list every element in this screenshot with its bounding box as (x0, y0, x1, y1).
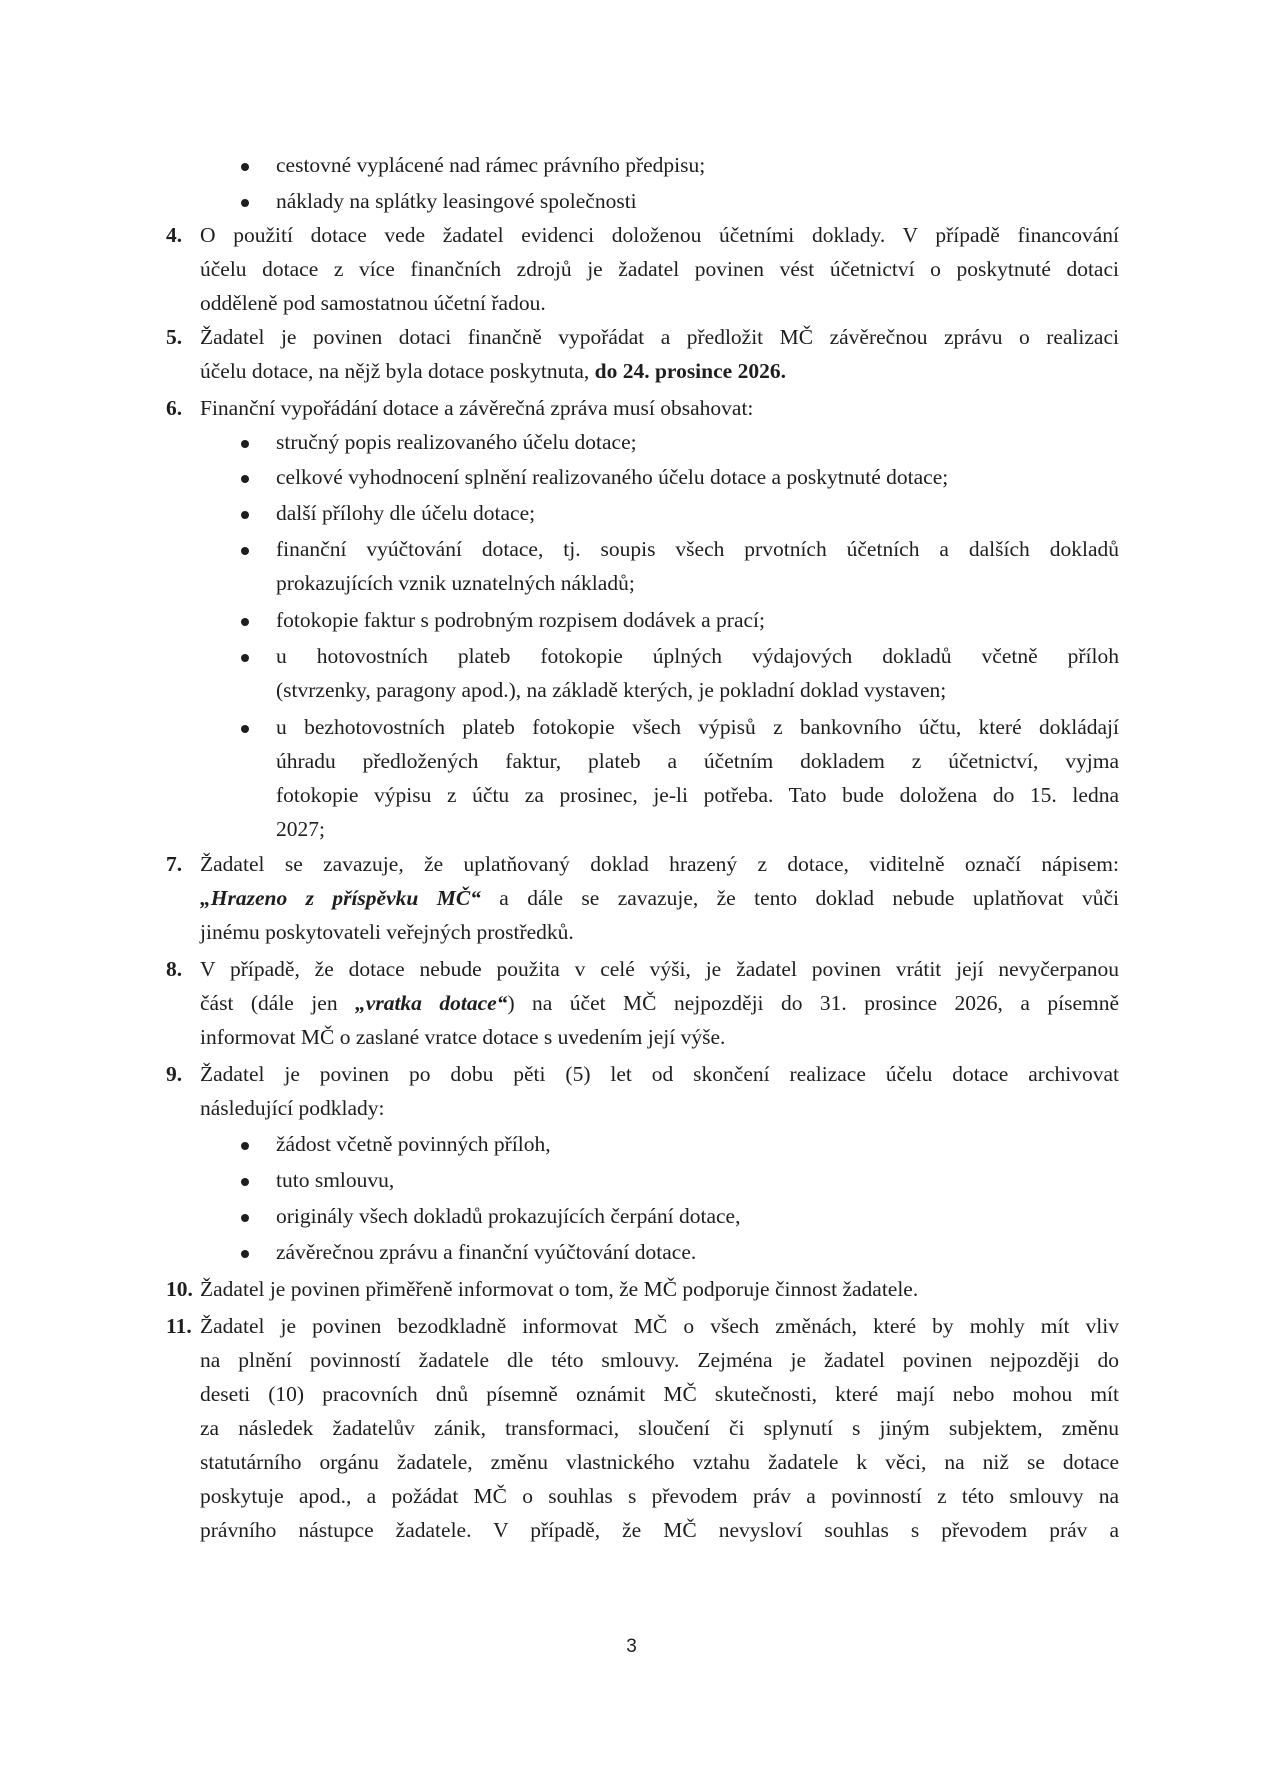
list-item: fotokopie faktur s podrobným rozpisem dodávek a prací; (276, 608, 765, 632)
list-item: další přílohy dle účelu dotace; (276, 501, 536, 525)
bullet-icon (241, 1178, 249, 1186)
list-item: originály všech dokladů prokazujících čerpání dotace, (276, 1204, 741, 1228)
list-item: finanční vyúčtování dotace, tj. soupis všech prvotních účetních a dalších dokladů (276, 537, 1119, 561)
bullet-icon (241, 547, 249, 555)
paragraph-line: statutárního orgánu žadatele, změnu vlastnického vztahu žadatele k věci, na niž se dotace (200, 1450, 1119, 1474)
list-item-continuation: prokazujících vznik uznatelných nákladů; (276, 571, 635, 595)
paragraph-text: část (dále jen (200, 991, 356, 1015)
paragraph-line: Žadatel je povinen přiměřeně informovat o tom, že MČ podporuje činnost žadatele. (200, 1277, 919, 1301)
paragraph-text: účelu dotace, na nějž byla dotace poskytnuta, (200, 359, 595, 383)
list-item-continuation: 2027; (276, 817, 325, 841)
list-item: cestovné vyplácené nad rámec právního předpisu; (276, 153, 706, 177)
bullet-icon (241, 199, 249, 207)
item-number: 9. (166, 1062, 183, 1086)
paragraph-line: následující podklady: (200, 1096, 385, 1120)
paragraph-line: deseti (10) pracovních dnů písemně oznámit MČ skutečnosti, které mají nebo mohou mít (200, 1382, 1119, 1406)
paragraph-line: jinému poskytovateli veřejných prostředků. (200, 920, 574, 944)
term-text: „vratka dotace“ (355, 991, 508, 1015)
item-number: 4. (166, 223, 183, 247)
paragraph-line: Žadatel se zavazuje, že uplatňovaný doklad hrazený z dotace, viditelně označí nápisem: (200, 852, 1119, 876)
paragraph-line (200, 987, 1119, 1021)
paragraph-line: Žadatel je povinen dotaci finančně vypořádat a předložit MČ závěrečnou zprávu o realizaci (200, 325, 1119, 349)
paragraph-line: informovat MČ o zaslané vratce dotace s uvedením její výše. (200, 1025, 726, 1049)
paragraph-line: V případě, že dotace nebude použita v celé výši, je žadatel povinen vrátit její nevyčerpanou (200, 957, 1119, 981)
paragraph-line: za následek žadatelův zánik, transformaci, sloučení či splynutí s jiným subjektem, změnu (200, 1416, 1119, 1440)
bullet-icon (241, 163, 249, 171)
list-item: u hotovostních plateb fotokopie úplných výdajových dokladů včetně příloh (276, 644, 1119, 668)
paragraph-text: ) na účet MČ nejpozději do 31. prosince 2026, a písemně (507, 991, 1120, 1015)
bullet-icon (241, 725, 249, 733)
paragraph-line (200, 355, 786, 389)
list-item: celkové vyhodnocení splnění realizovaného účelu dotace a poskytnuté dotace; (276, 465, 949, 489)
list-item-continuation: fotokopie výpisu z účtu za prosinec, je-li potřeba. Tato bude doložena do 15. ledna (276, 783, 1119, 807)
paragraph-line: Finanční vypořádání dotace a závěrečná zpráva musí obsahovat: (200, 396, 754, 420)
paragraph-line: O použití dotace vede žadatel evidenci doloženou účetními doklady. V případě financování (200, 223, 1119, 247)
bullet-icon (241, 1250, 249, 1258)
paragraph-line: odděleně pod samostatnou účetní řadou. (200, 291, 546, 315)
paragraph-line: účelu dotace z více finančních zdrojů je žadatel povinen vést účetnictví o poskytnuté dotaci (200, 257, 1119, 281)
item-number: 8. (166, 957, 183, 981)
list-item: u bezhotovostních plateb fotokopie všech výpisů z bankovního účtu, které dokládají (276, 715, 1119, 739)
bullet-icon (241, 475, 249, 483)
list-item: stručný popis realizovaného účelu dotace; (276, 430, 637, 454)
paragraph-line: Žadatel je povinen po dobu pěti (5) let od skončení realizace účelu dotace archivovat (200, 1062, 1119, 1086)
list-item: tuto smlouvu, (276, 1168, 395, 1192)
bullet-icon (241, 1142, 249, 1150)
page-number: 3 (626, 1636, 637, 1657)
bullet-icon (241, 1214, 249, 1222)
paragraph-line: na plnění povinností žadatele dle této smlouvy. Zejména je žadatel povinen nejpozději do (200, 1348, 1119, 1372)
bullet-icon (241, 654, 249, 662)
item-number: 5. (166, 325, 183, 349)
list-item: žádost včetně povinných příloh, (276, 1132, 551, 1156)
list-item-continuation: (stvrzenky, paragony apod.), na základě kterých, je pokladní doklad vystaven; (276, 678, 947, 702)
paragraph-line: Žadatel je povinen bezodkladně informovat MČ o všech změnách, které by mohly mít vliv (200, 1314, 1119, 1338)
paragraph-line (200, 882, 1119, 916)
item-number: 10. (166, 1277, 193, 1301)
bullet-icon (241, 618, 249, 626)
item-number: 6. (166, 396, 183, 420)
list-item: náklady na splátky leasingové společnosti (276, 189, 637, 213)
paragraph-text: a dále se zavazuje, že tento doklad nebude uplatňovat vůči (480, 886, 1119, 910)
item-number: 7. (166, 852, 183, 876)
deadline-text: do 24. prosince 2026. (594, 359, 786, 383)
list-item-continuation: úhradu předložených faktur, plateb a účetním dokladem z účetnictví, vyjma (276, 749, 1119, 773)
item-number: 11. (166, 1314, 192, 1338)
bullet-icon (241, 511, 249, 519)
marking-text: „Hrazeno z příspěvku MČ“ (200, 886, 481, 910)
paragraph-line: poskytuje apod., a požádat MČ o souhlas s převodem práv a povinností z této smlouvy na (200, 1484, 1119, 1508)
list-item: závěrečnou zprávu a finanční vyúčtování dotace. (276, 1240, 697, 1264)
paragraph-line: právního nástupce žadatele. V případě, že MČ nevysloví souhlas s převodem práv a (200, 1518, 1119, 1542)
bullet-icon (241, 440, 249, 448)
